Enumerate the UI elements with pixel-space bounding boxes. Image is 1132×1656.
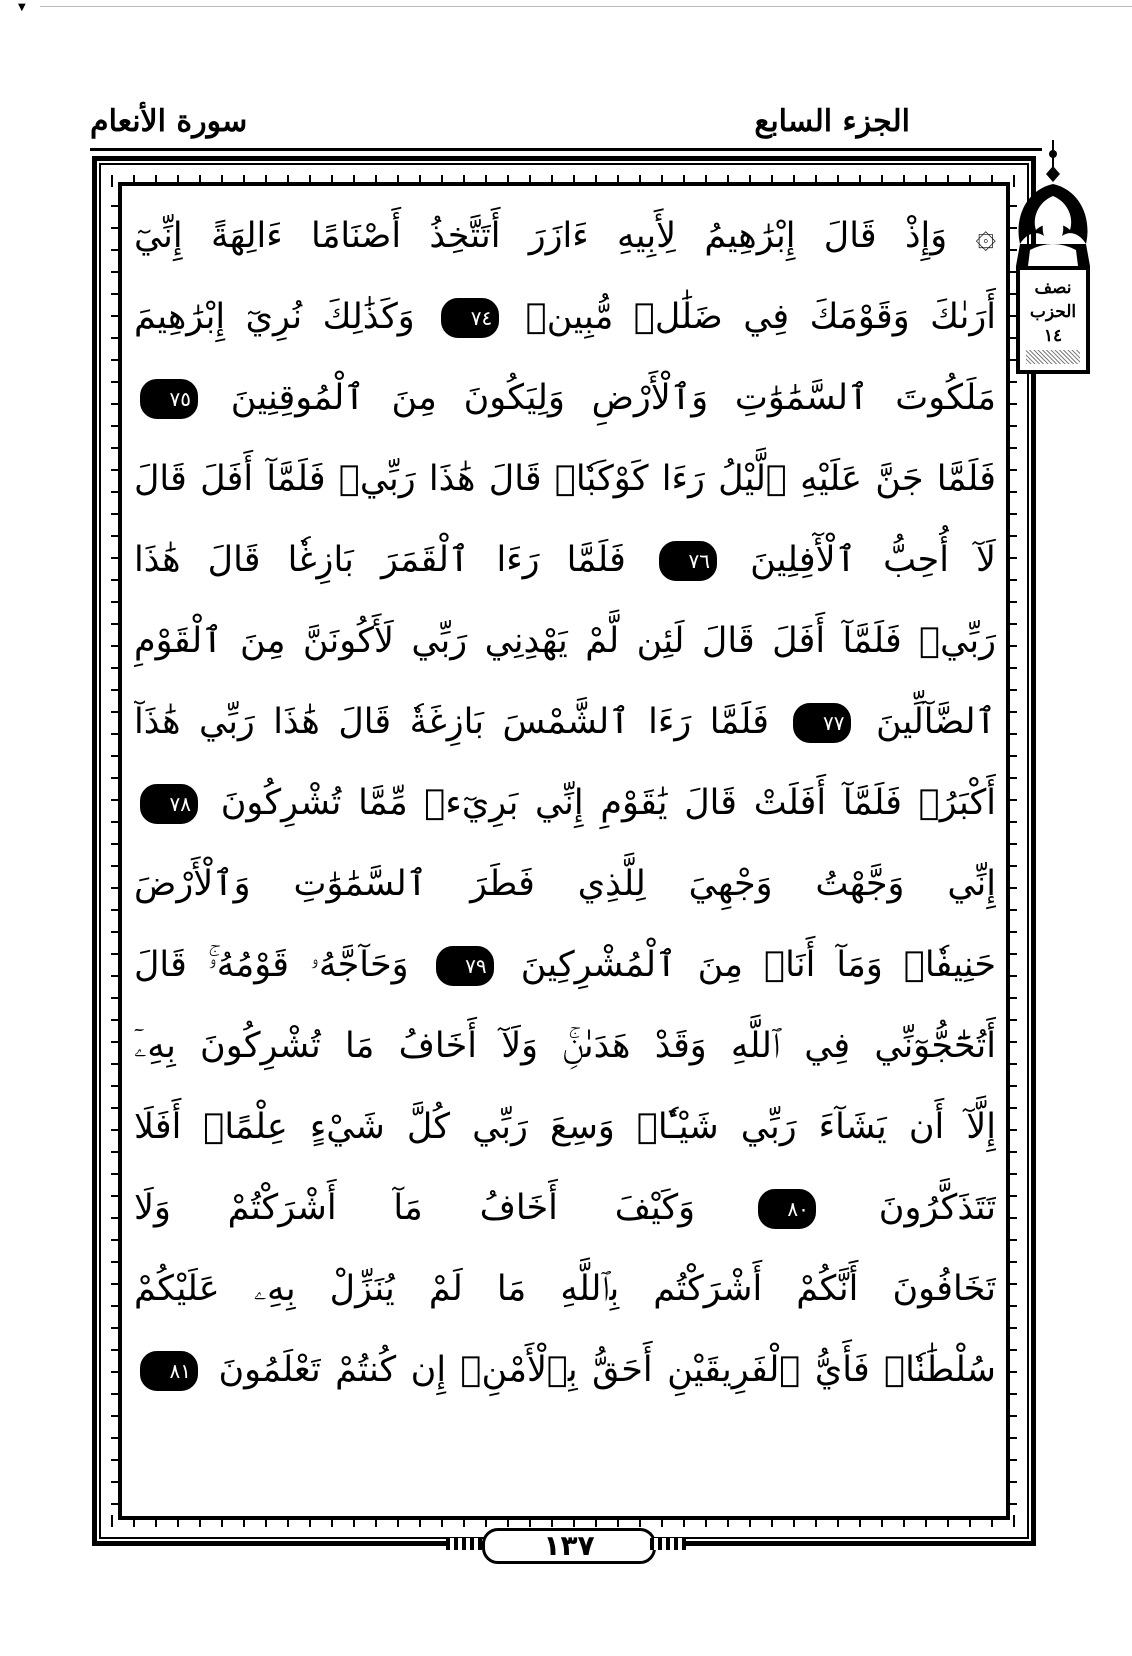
verse-text: لَآ أُحِبُّ ٱلْأٓفِلِينَ <box>750 540 996 580</box>
verse-text: وَحَآجَّهُۥ قَوْمُهُۥۚ قَالَ <box>134 945 409 985</box>
verse-text: وَكَذَٰلِكَ نُرِيٓ إِبْرَٰهِيمَ <box>134 297 415 337</box>
page-number: ١٣٧ <box>482 1528 656 1564</box>
hizb-label-half: نصف <box>1034 278 1072 298</box>
verse-text: فَلَمَّا رَءَا ٱلشَّمْسَ بَازِغَةٗ قَالَ هَٰذَا رَبِّي هَٰذَآ <box>134 702 769 742</box>
text-line <box>134 844 996 925</box>
verse-text: تَتَذَكَّرُونَ <box>878 1188 996 1228</box>
verse-text: فَلَمَّا رَءَا ٱلْقَمَرَ بَازِغٗا قَالَ هَٰذَا <box>134 540 626 580</box>
text-line <box>134 520 996 601</box>
ayah-number-marker: ٧٦ <box>659 541 717 581</box>
hizb-label-box <box>1016 266 1090 374</box>
ayah-number-marker: ٧٩ <box>436 946 494 986</box>
text-line <box>134 1330 996 1411</box>
header-rule <box>90 148 1042 151</box>
verse-text: تَخَافُونَ أَنَّكُمْ أَشْرَكْتُم بِٱللَّهِ مَا لَمْ يُنَزِّلْ بِهِۦ عَلَيْكُمْ <box>134 1269 996 1309</box>
verse-text: رَبِّيۖ فَلَمَّآ أَفَلَ قَالَ لَئِن لَّمْ يَهْدِنِي رَبِّي لَأَكُونَنَّ مِنَ ٱلْقَوْمِ <box>134 621 996 661</box>
hizb-label-number: ١٤ <box>1043 326 1063 346</box>
text-line <box>134 358 996 439</box>
scan-edge-line <box>40 6 1132 7</box>
text-line <box>134 1168 996 1249</box>
ayah-number-marker: ٨٠ <box>758 1189 816 1229</box>
verse-text: ٱلضَّآلِّينَ <box>875 702 996 742</box>
sura-title: سورة الأنعام <box>90 104 248 139</box>
juz-title: الجزء السابع <box>754 104 910 139</box>
verse-text: وَكَيْفَ أَخَافُ مَآ أَشْرَكْتُمْ وَلَا <box>134 1188 696 1228</box>
ayah-number-marker: ٧٨ <box>140 784 198 824</box>
verse-text: سُلْطَٰنٗاۚ فَأَيُّ ٱلْفَرِيقَيْنِ أَحَقُّ بِٱلْأَمْنِۖ إِن كُنتُمْ تَعْلَمُونَ <box>218 1350 996 1390</box>
verse-text: حَنِيفٗاۖ وَمَآ أَنَا۠ مِنَ ٱلْمُشْرِكِينَ <box>520 945 996 985</box>
verse-text: مَلَكُوتَ ٱلسَّمَٰوَٰتِ وَٱلْأَرْضِ وَلِيَكُونَ مِنَ ٱلْمُوقِنِينَ <box>230 378 996 418</box>
verse-text: أَكْبَرُۖ فَلَمَّآ أَفَلَتْ قَالَ يَٰقَوْمِ إِنِّي بَرِيٓءٞ مِّمَّا تُشْرِكُونَ <box>220 783 996 823</box>
hizb-label-hizb: الحزب <box>1029 302 1077 322</box>
text-line <box>134 196 996 277</box>
text-line <box>134 439 996 520</box>
text-line <box>134 277 996 358</box>
ayah-number-marker: ٨١ <box>140 1351 198 1391</box>
hizb-ornament-icon <box>1010 140 1096 266</box>
corner-mark: ▼ <box>18 2 26 13</box>
ayah-number-marker: ٧٤ <box>441 298 499 338</box>
hizb-shading <box>1026 350 1080 364</box>
text-line <box>134 763 996 844</box>
hizb-marker <box>1010 140 1096 376</box>
verse-text: أَتُحَٰٓجُّوٓنِّي فِي ٱللَّهِ وَقَدْ هَدَىٰنِۚ وَلَآ أَخَافُ مَا تُشْرِكُونَ بِهِۦٓ <box>134 1026 996 1066</box>
verse-text: إِنِّي وَجَّهْتُ وَجْهِيَ لِلَّذِي فَطَرَ ٱلسَّمَٰوَٰتِ وَٱلْأَرْضَ <box>134 864 996 904</box>
verse-text: إِلَّآ أَن يَشَآءَ رَبِّي شَيْـٔٗاۚ وَسِعَ رَبِّي كُلَّ شَيْءٍ عِلْمًاۚ أَفَلَا <box>134 1107 996 1147</box>
verse-text: أَرَىٰكَ وَقَوْمَكَ فِي ضَلَٰلٖ مُّبِينٖ <box>525 297 996 337</box>
text-line <box>134 925 996 1006</box>
text-line <box>134 1006 996 1087</box>
quran-text-block <box>134 196 996 1496</box>
ayah-number-marker: ٧٧ <box>793 703 851 743</box>
text-line <box>134 682 996 763</box>
ayah-number-marker: ٧٥ <box>140 379 198 419</box>
text-line <box>134 1087 996 1168</box>
text-line <box>134 601 996 682</box>
verse-text: فَلَمَّا جَنَّ عَلَيْهِ ٱلَّيْلُ رَءَا كَوْكَبٗاۖ قَالَ هَٰذَا رَبِّيۖ فَلَمَّآ أَفَلَ قَالَ <box>134 459 996 499</box>
page-number-cartouche <box>446 1528 686 1562</box>
verse-text: ۞ وَإِذْ قَالَ إِبْرَٰهِيمُ لِأَبِيهِ ءَازَرَ أَتَتَّخِذُ أَصْنَامًا ءَالِهَةً إِنِّيٓ <box>134 216 996 256</box>
text-line <box>134 1249 996 1330</box>
